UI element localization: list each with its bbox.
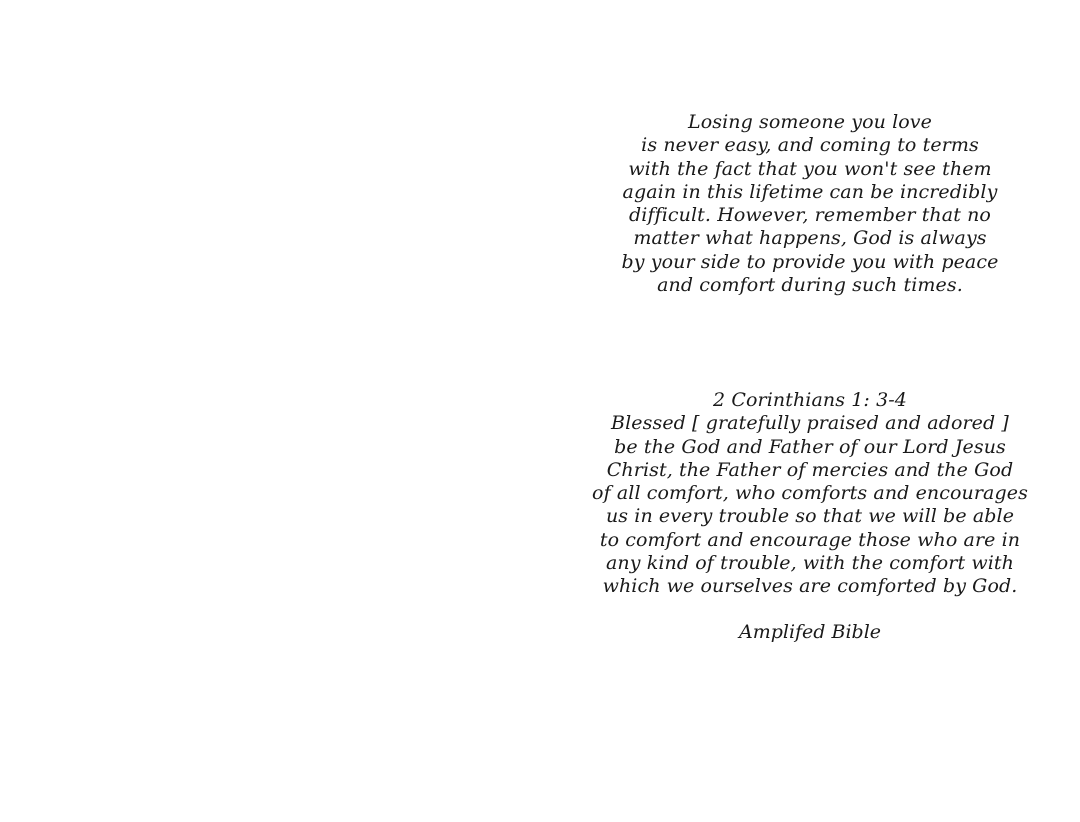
scripture-passage xyxy=(590,389,1030,599)
scripture-line: to comfort and encourage those who are in xyxy=(599,528,1021,551)
intro-line: Losing someone you love xyxy=(688,111,932,133)
intro-line: matter what happens, God is always xyxy=(633,227,987,250)
intro-line: and comfort during such times. xyxy=(657,274,963,297)
intro-line: with the fact that you won't see them xyxy=(628,157,992,180)
scripture-reference: 2 Corinthians 1: 3-4 xyxy=(713,389,907,411)
bible-version-attribution: Amplifed Bible xyxy=(738,621,882,643)
intro-line: again in this lifetime can be incredibly xyxy=(622,180,998,203)
scripture-line: any kind of trouble, with the comfort with xyxy=(606,552,1014,575)
scripture-line: which we ourselves are comforted by God. xyxy=(602,575,1018,598)
scripture-line: Christ, the Father of mercies and the God xyxy=(606,458,1014,481)
scripture-line: us in every trouble so that we will be able xyxy=(605,505,1015,528)
intro-paragraph xyxy=(590,111,1030,297)
scripture-line: be the God and Father of our Lord Jesus xyxy=(614,435,1006,458)
intro-line: difficult. However, remember that no xyxy=(629,204,991,227)
intro-line: is never easy, and coming to terms xyxy=(641,134,979,157)
scripture-line: of all comfort, who comforts and encourages xyxy=(592,482,1028,505)
scripture-line: Blessed [ gratefully praised and adored ] xyxy=(611,412,1009,435)
intro-line: by your side to provide you with peace xyxy=(621,250,999,273)
